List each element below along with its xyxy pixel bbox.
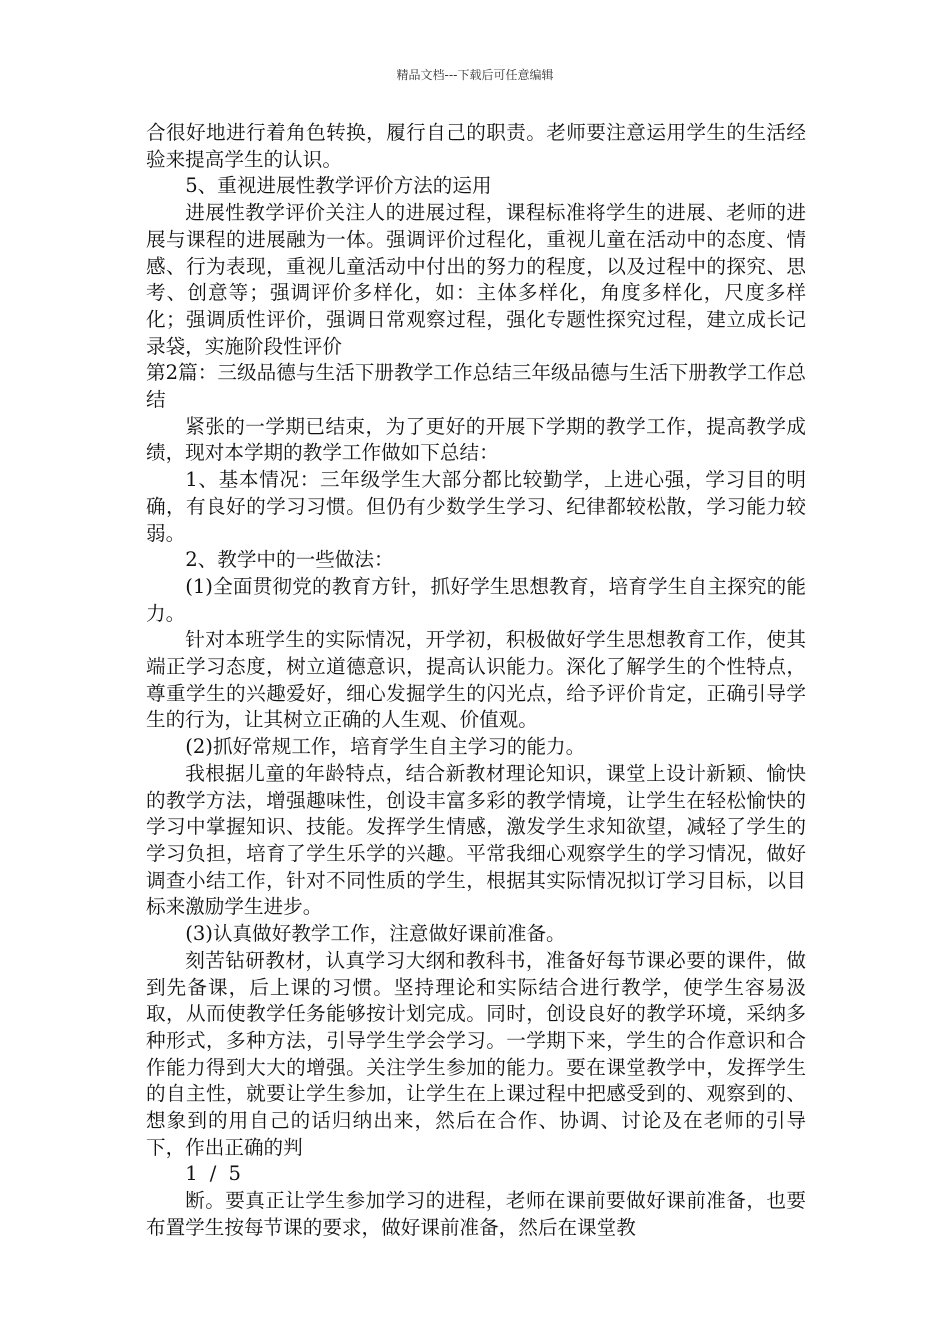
page-header: 精品文档---下载后可任意编辑 <box>396 68 554 82</box>
paragraph-8: (1)全面贯彻党的教育方针，抓好学生思想教育，培育学生自主探究的能力。 <box>146 574 806 625</box>
paragraph-13: 刻苦钻研教材，认真学习大纲和教科书，准备好每节课必要的课件，做到先备课，后上课的习惯。坚持理论和实际结合进行教学，使学生容易汲取，从而使教学任务能够按计划完成。同时，创设良好的教学环境，采纳多种形式，多种方法，引导学生学会学习。一学期下来，学生的合作意识和合作能力得到大大的增强。关注学生参加的能力。要在课堂教学中，发挥学生的自主性，就要让学生参加，让学生在上课过程中把感受到的、观察到的、想象到的用自己的话归纳出来，然后在合作、协调、讨论及在老师的引导下，作出正确的判 <box>146 948 806 1159</box>
paragraph-1: 合很好地进行着角色转换，履行自己的职责。老师要注意运用学生的生活经验来提高学生的认识。 <box>146 121 806 171</box>
paragraph-6: 1、基本情况：三年级学生大部分都比较勤学，上进心强，学习目的明确，有良好的学习习惯。但仍有少数学生学习、纪律都较松散，学习能力较弱。 <box>146 468 806 545</box>
page-number: 1 / 5 <box>185 1162 244 1186</box>
paragraph-4: 第2篇：三级品德与生活下册教学工作总结三年级品德与生活下册教学工作总结 <box>146 361 806 412</box>
paragraph-5: 紧张的一学期已结束，为了更好的开展下学期的教学工作，提高教学成绩，现对本学期的教学工作做如下总结： <box>146 414 806 465</box>
paragraph-continuation: 断。要真正让学生参加学习的进程，老师在课前要做好课前准备，也要布置学生按每节课的要求，做好课前准备，然后在课堂教 <box>146 1189 806 1239</box>
paragraph-2: 5、重视进展性教学评价方法的运用 <box>185 174 492 198</box>
paragraph-9: 针对本班学生的实际情况，开学初，积极做好学生思想教育工作，使其端正学习态度，树立道德意识，提高认识能力。深化了解学生的个性特点，尊重学生的兴趣爱好，细心发掘学生的闪光点，给予评价肯定，正确引导学生的行为，让其树立正确的人生观、价值观。 <box>146 628 806 732</box>
paragraph-7: 2、教学中的一些做法： <box>185 548 394 572</box>
paragraph-3: 进展性教学评价关注人的进展过程，课程标准将学生的进展、老师的进展与课程的进展融为一体。强调评价过程化，重视儿童在活动中的态度、情感、行为表现，重视儿童活动中付出的努力的程度，以及过程中的探究、思考、创意等；强调评价多样化，如：主体多样化，角度多样化，尺度多样化；强调质性评价，强调日常观察过程，强化专题性探究过程，建立成长记录袋，实施阶段性评价 <box>146 201 806 358</box>
paragraph-12: (3)认真做好教学工作，注意做好课前准备。 <box>185 922 566 946</box>
paragraph-11: 我根据儿童的年龄特点，结合新教材理论知识，课堂上设计新颖、愉快的教学方法，增强趣味性，创设丰富多彩的教学情境，让学生在轻松愉快的学习中掌握知识、技能。发挥学生情感，激发学生求知欲望，减轻了学生的学习负担，培育了学生乐学的兴趣。平常我细心观察学生的学习情况，做好调查小结工作，针对不同性质的学生，根据其实际情况拟订学习目标，以目标来激励学生进步。 <box>146 761 806 919</box>
document-body <box>146 120 806 1242</box>
paragraph-10: (2)抓好常规工作，培育学生自主学习的能力。 <box>185 735 586 759</box>
